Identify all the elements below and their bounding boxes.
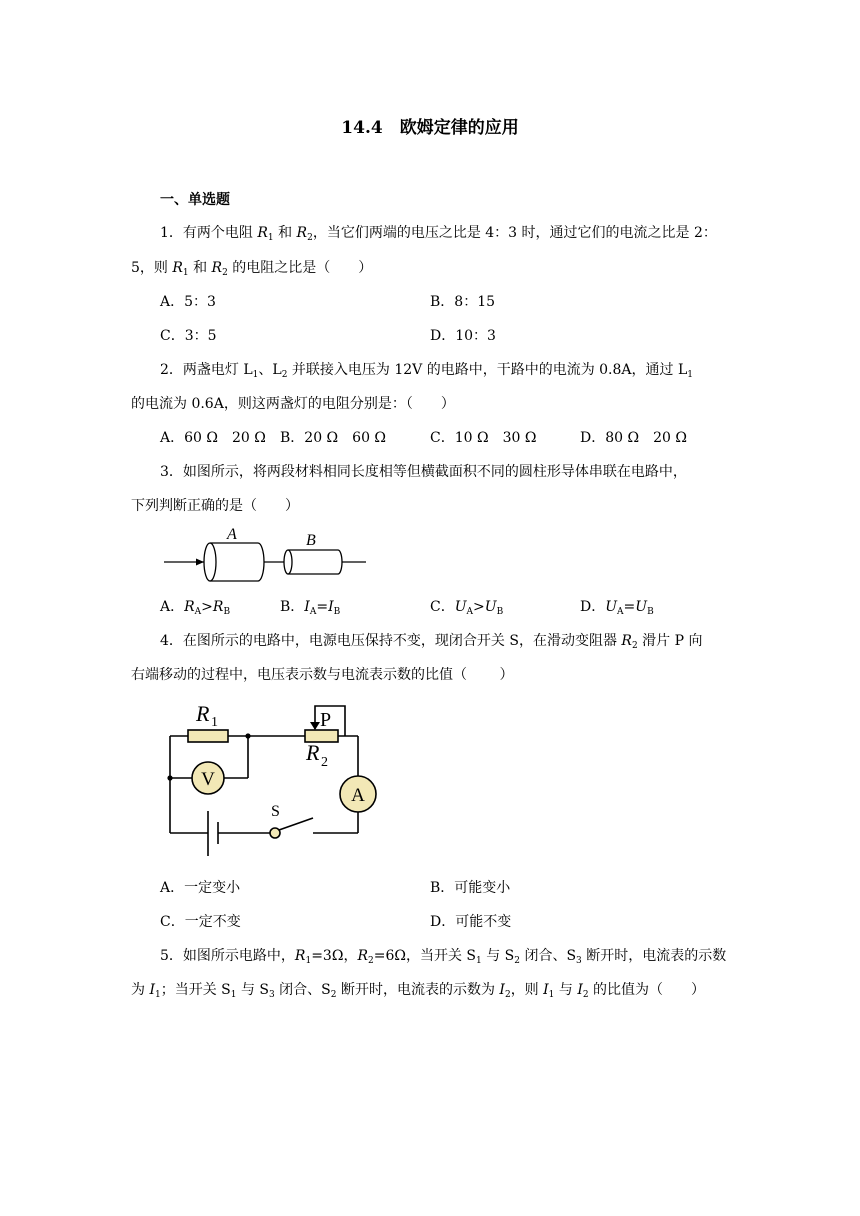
q4-label-a: A — [351, 785, 365, 806]
q2-option-a[interactable]: A．60 Ω 20 Ω — [160, 430, 266, 446]
q2-option-b[interactable]: B．20 Ω 60 Ω — [280, 430, 387, 446]
q3-line2: 下列判断正确的是（ ） — [131, 498, 299, 514]
page-title: 14.4 欧姆定律的应用 — [341, 118, 519, 138]
q4-circuit-figure — [160, 696, 385, 861]
q4-option-d[interactable]: D．可能不变 — [430, 914, 512, 930]
q4-label-r1-sub: 1 — [211, 715, 218, 730]
q5-line2: 为 $I_1$；当开关 $S_1$ 与 $S_3$ 闭合、$S_2$ 断开时，电流表的示数为 $I_2$，则 $I_1$ 与 $I_2$ 的比值为（ ） — [131, 982, 706, 1000]
q2-option-c[interactable]: C．10 Ω 30 Ω — [430, 430, 537, 446]
q4-option-c[interactable]: C．一定不变 — [160, 914, 241, 930]
q5-line1: 5．如图所示电路中，$R_1=3\Omega$，$R_2=6\Omega$，当开关 $S_1$ 与 $S_2$ 闭合、$S_3$ 断开时，电流表的示数 — [160, 948, 727, 966]
q1-option-c[interactable]: C．3：5 — [160, 328, 217, 344]
q3-option-a[interactable]: A．$R_A>R_B$ — [160, 599, 231, 617]
q4-label-v: V — [201, 769, 215, 790]
q2-option-d[interactable]: D．80 Ω 20 Ω — [580, 430, 687, 446]
q1-option-a[interactable]: A．5：3 — [160, 294, 216, 310]
q4-option-b[interactable]: B．可能变小 — [430, 880, 511, 896]
q3-option-b[interactable]: B．$I_A=I_B$ — [280, 599, 341, 617]
q4-label-s: S — [271, 803, 280, 820]
q3-label-b: B — [306, 532, 316, 549]
section-heading: 一、单选题 — [160, 192, 230, 208]
q3-conductor-figure — [160, 522, 370, 587]
q4-label-r1: R — [196, 701, 210, 726]
q3-option-d[interactable]: D．$U_A=U_B$ — [580, 599, 654, 617]
q3-option-c[interactable]: C．$U_A>U_B$ — [430, 599, 504, 617]
q4-line2: 右端移动的过程中，电压表示数与电流表示数的比值（ ） — [131, 667, 514, 683]
q2-line1: 2．两盏电灯 $L_1$、$L_2$ 并联接入电压为 12V 的电路中，干路中的电流为 0.8A，通过 $L_1$ — [160, 362, 694, 380]
q4-label-p: P — [320, 709, 332, 731]
q4-option-a[interactable]: A．一定变小 — [160, 880, 241, 896]
q1-line2: 5，则 $R_1$ 和 $R_2$ 的电阻之比是（ ） — [131, 260, 373, 278]
q1-option-b[interactable]: B．8：15 — [430, 294, 496, 310]
q3-label-a: A — [227, 526, 237, 543]
q4-label-r2-sub: 2 — [321, 755, 328, 770]
q1-option-d[interactable]: D．10：3 — [430, 328, 496, 344]
q4-label-r2: R — [306, 740, 320, 765]
q4-line1: 4．在图所示的电路中，电源电压保持不变，现闭合开关 S，在滑动变阻器 $R_2$ 滑片 P 向 — [160, 633, 703, 651]
q3-line1: 3．如图所示，将两段材料相同长度相等但横截面积不同的圆柱形导体串联在电路中， — [160, 464, 687, 480]
q1-line1: 1．有两个电阻 $R_1$ 和 $R_2$，当它们两端的电压之比是 4：3 时，通过它们的电流之比是 2： — [160, 225, 717, 243]
q2-line2: 的电流为 0.6A，则这两盏灯的电阻分别是：（ ） — [131, 396, 455, 412]
